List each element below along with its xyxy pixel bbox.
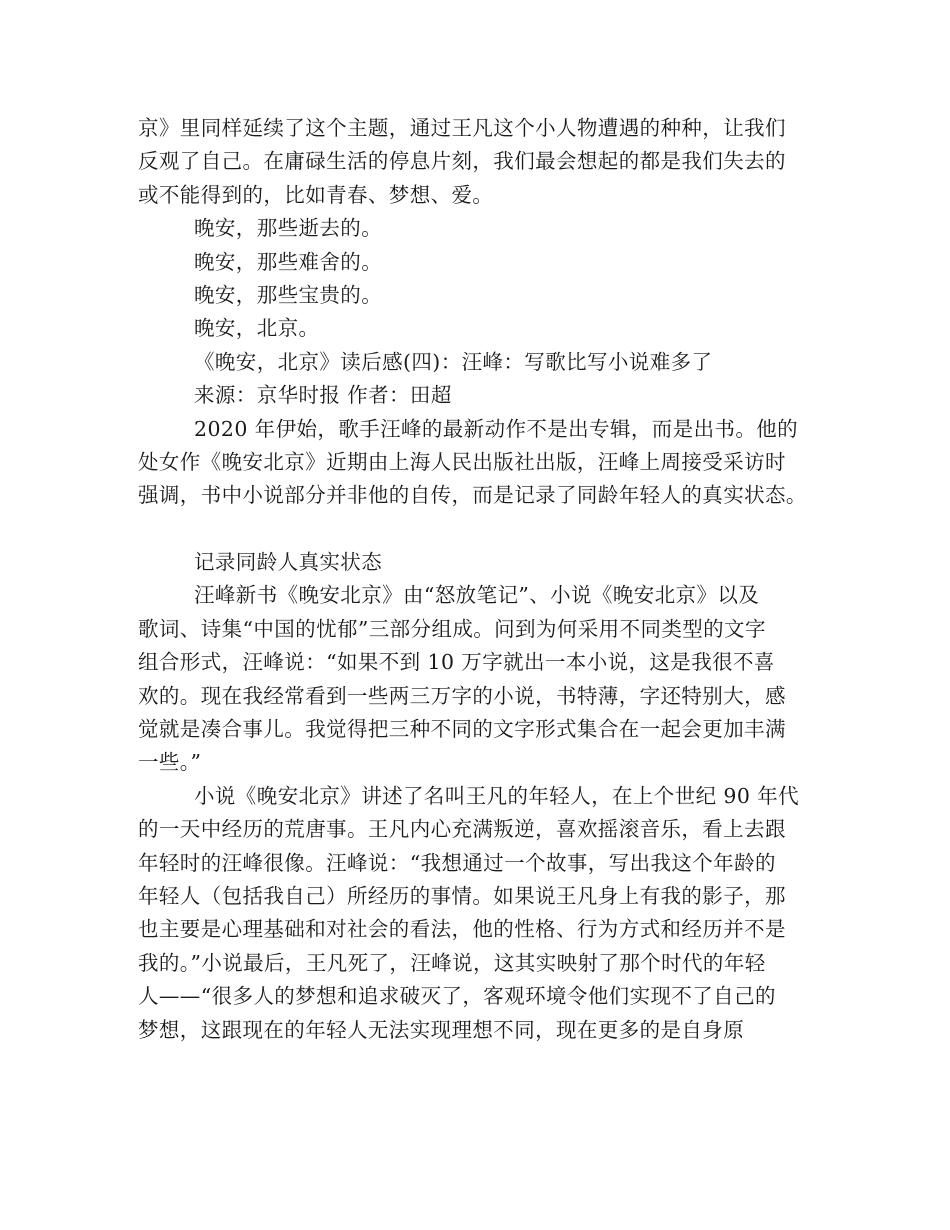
paragraph-3-line: 组合形式，汪峰说：“如果不到 10 万字就出一本小说，这是我很不喜 — [138, 650, 775, 675]
goodnight-line: 晚安，那些难舍的。 — [194, 249, 383, 274]
paragraph-2-line: 2020 年伊始，歌手汪峰的最新动作不是出专辑，而是出书。他的 — [194, 416, 799, 441]
section-heading: 记录同龄人真实状态 — [194, 550, 383, 575]
paragraph-4-line: 小说《晚安北京》讲述了名叫王凡的年轻人，在上个世纪 90 年代 — [194, 783, 800, 808]
paragraph-3-line: 一些。” — [138, 750, 202, 775]
article-title: 《晚安，北京》读后感(四)：汪峰：写歌比写小说难多了 — [194, 349, 713, 374]
paragraph-1-line: 京》里同样延续了这个主题，通过王凡这个小人物遭遇的种种，让我们 — [138, 116, 786, 140]
goodnight-line: 晚安，那些逝去的。 — [194, 216, 383, 241]
paragraph-3-line: 觉就是凑合事儿。我觉得把三种不同的文字形式集合在一起会更加丰满 — [138, 717, 786, 742]
paragraph-1-line: 或不能得到的，比如青春、梦想、爱。 — [138, 182, 494, 207]
blank-line — [138, 513, 818, 546]
paragraph-2-line: 强调，书中小说部分并非他的自传，而是记录了同龄年轻人的真实状态。 — [138, 483, 807, 508]
paragraph-4-line: 梦想，这跟现在的年轻人无法实现理想不同，现在更多的是自身原 — [138, 1017, 745, 1042]
goodnight-line: 晚安，北京。 — [194, 316, 320, 341]
document-body — [138, 112, 818, 1047]
paragraph-4-line: 年轻时的汪峰很像。汪峰说：“我想通过一个故事，写出我这个年龄的 — [138, 850, 776, 875]
goodnight-line: 晚安，那些宝贵的。 — [194, 282, 383, 307]
paragraph-4-line: 年轻人（包括我自己）所经历的事情。如果说王凡身上有我的影子，那 — [138, 883, 786, 908]
paragraph-3-line: 欢的。现在我经常看到一些两三万字的小说，书特薄，字还特别大，感 — [138, 683, 786, 708]
paragraph-1-line: 反观了自己。在庸碌生活的停息片刻，我们最会想起的都是我们失去的 — [138, 149, 786, 174]
paragraph-4-line: 我的。”小说最后，王凡死了，汪峰说，这其实映射了那个时代的年轻 — [138, 950, 766, 975]
paragraph-4-line: 人——“很多人的梦想和追求破灭了，客观环境令他们实现不了自己的 — [138, 984, 776, 1009]
article-source: 来源：京华时报 作者：田超 — [194, 383, 452, 408]
paragraph-4-line: 的一天中经历的荒唐事。王凡内心充满叛逆，喜欢摇滚音乐，看上去跟 — [138, 817, 786, 842]
paragraph-4-line: 也主要是心理基础和对社会的看法，他的性格、行为方式和经历并不是 — [138, 917, 786, 942]
paragraph-2-line: 处女作《晚安北京》近期由上海人民出版社出版，汪峰上周接受采访时 — [138, 449, 786, 474]
paragraph-3-line: 汪峰新书《晚安北京》由“怒放笔记”、小说《晚安北京》以及 — [194, 583, 760, 608]
paragraph-3-line: 歌词、诗集“中国的忧郁”三部分组成。问到为何采用不同类型的文字 — [138, 616, 766, 641]
